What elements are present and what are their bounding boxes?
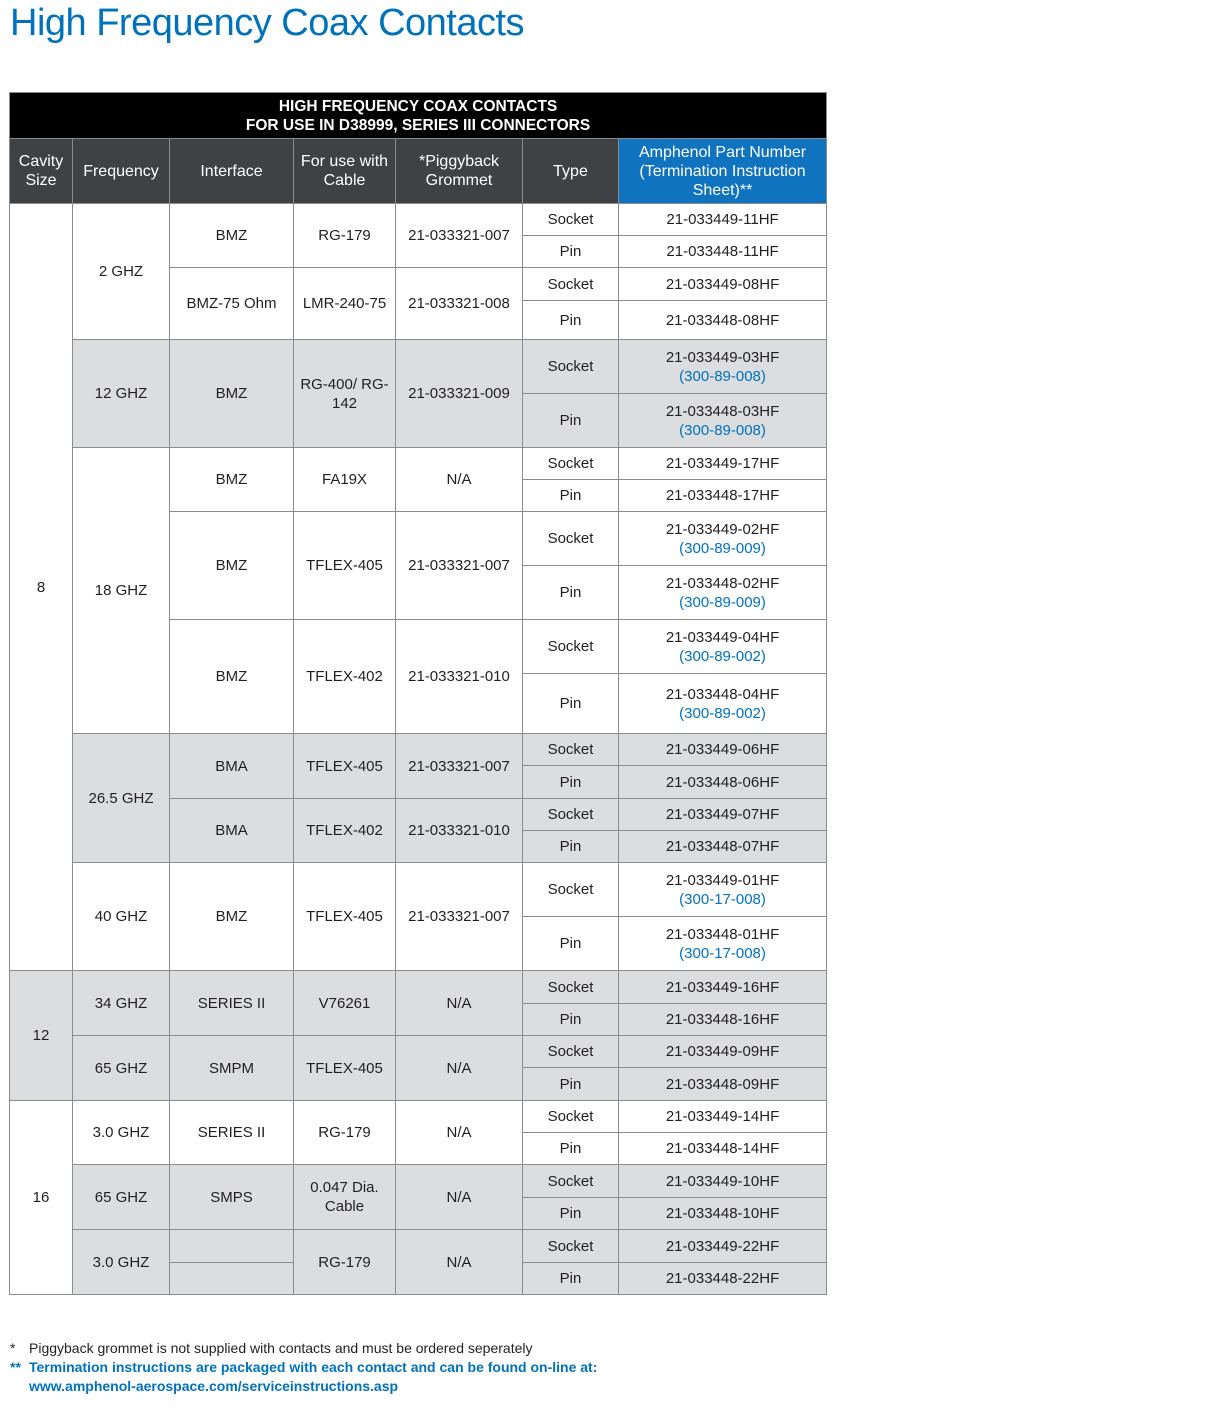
part-number: 21-033449-14HF (665, 1108, 780, 1125)
part-number-cell (619, 566, 827, 620)
cable-cell: RG-179 (294, 1230, 396, 1295)
instruction-sheet-link[interactable]: (300-17-008) (679, 890, 766, 908)
part-number: 21-033448-07HF (665, 838, 780, 855)
part-number: 21-033448-11HF (666, 243, 779, 260)
grommet-cell: N/A (396, 448, 523, 512)
grommet-cell: N/A (396, 971, 523, 1036)
part-number: 21-033449-04HF (665, 628, 780, 646)
part-number-cell (619, 236, 827, 268)
type-cell: Pin (523, 1198, 619, 1230)
type-cell: Socket (523, 204, 619, 236)
type-cell: Pin (523, 674, 619, 734)
frequency-cell: 12 GHZ (73, 340, 170, 448)
footnote-text: Piggyback grommet is not supplied with contacts and must be ordered seperately (29, 1340, 533, 1356)
footnote-termination (10, 1358, 597, 1377)
part-number: 21-033449-11HF (666, 211, 779, 228)
frequency-cell: 40 GHZ (73, 863, 170, 971)
type-cell: Pin (523, 1263, 619, 1295)
coax-contacts-table (9, 92, 827, 1295)
interface-cell: BMZ (170, 340, 294, 448)
part-number-cell (619, 1263, 827, 1295)
part-number: 21-033449-17HF (665, 455, 780, 472)
part-number-cell (619, 971, 827, 1004)
part-number: 21-033448-22HF (665, 1270, 780, 1287)
interface-cell: BMZ (170, 863, 294, 971)
part-number: 21-033448-10HF (665, 1205, 780, 1222)
cable-cell: RG-179 (294, 1101, 396, 1165)
cable-cell: TFLEX-405 (294, 512, 396, 620)
type-cell: Socket (523, 1036, 619, 1068)
instruction-sheet-link[interactable]: (300-89-009) (679, 539, 766, 557)
table-title-row (10, 93, 827, 139)
grommet-cell: N/A (396, 1165, 523, 1230)
table-row (10, 863, 827, 917)
frequency-cell: 65 GHZ (73, 1036, 170, 1101)
grommet-cell: 21-033321-007 (396, 204, 523, 268)
part-number-cell (619, 480, 827, 512)
header-interface: Interface (170, 139, 294, 204)
table-title-line1: HIGH FREQUENCY COAX CONTACTS (278, 97, 558, 115)
part-number-cell (619, 1101, 827, 1133)
part-number-cell (619, 863, 827, 917)
type-cell: Socket (523, 268, 619, 301)
frequency-cell: 18 GHZ (73, 448, 170, 734)
column-header-row (10, 139, 827, 204)
header-part-number: Amphenol Part Number (Termination Instruction Sheet)** (619, 139, 827, 204)
header-cavity-size: Cavity Size (10, 139, 73, 204)
cable-cell: LMR-240-75 (294, 268, 396, 340)
type-cell: Pin (523, 236, 619, 268)
type-cell: Socket (523, 863, 619, 917)
footnotes (10, 1339, 597, 1396)
page-title: High Frequency Coax Contacts (10, 2, 525, 44)
table-row (10, 971, 827, 1004)
cable-cell: TFLEX-402 (294, 799, 396, 863)
type-cell: Socket (523, 1230, 619, 1263)
part-number: 21-033449-16HF (665, 978, 780, 996)
part-number: 21-033448-09HF (665, 1075, 780, 1093)
grommet-cell: 21-033321-007 (396, 863, 523, 971)
type-cell: Socket (523, 512, 619, 566)
footnote-url-row (10, 1377, 597, 1396)
cable-cell: 0.047 Dia. Cable (294, 1165, 396, 1230)
type-cell: Socket (523, 340, 619, 394)
part-number: 21-033448-16HF (665, 1011, 780, 1028)
cable-cell: RG-400/ RG-142 (294, 340, 396, 448)
interface-cell: SERIES II (170, 971, 294, 1036)
cable-cell: TFLEX-405 (294, 1036, 396, 1101)
part-number-cell (619, 1036, 827, 1068)
part-number: 21-033448-14HF (665, 1140, 780, 1157)
part-number-cell (619, 340, 827, 394)
grommet-cell: 21-033321-008 (396, 268, 523, 340)
part-number: 21-033449-08HF (665, 275, 780, 293)
part-number: 21-033449-10HF (665, 1172, 780, 1190)
part-number-cell (619, 674, 827, 734)
part-number-cell (619, 917, 827, 971)
table-title (10, 93, 827, 139)
instruction-sheet-link[interactable]: (300-89-009) (679, 593, 766, 611)
grommet-cell: 21-033321-010 (396, 620, 523, 734)
part-number: 21-033449-02HF (665, 520, 780, 538)
grommet-cell: 21-033321-007 (396, 734, 523, 799)
part-number-cell (619, 1230, 827, 1263)
instruction-sheet-link[interactable]: (300-17-008) (679, 944, 766, 962)
part-number-cell (619, 1004, 827, 1036)
frequency-cell: 65 GHZ (73, 1165, 170, 1230)
type-cell: Socket (523, 1165, 619, 1198)
type-cell: Socket (523, 1101, 619, 1133)
frequency-cell: 34 GHZ (73, 971, 170, 1036)
table-row (10, 1101, 827, 1133)
footnote-text: Termination instructions are packaged with each contact and can be found on-line at: (29, 1359, 598, 1375)
table-row (10, 1036, 827, 1068)
cable-cell: FA19X (294, 448, 396, 512)
part-number-cell (619, 831, 827, 863)
interface-cell: BMZ-75 Ohm (170, 268, 294, 340)
part-number-cell (619, 799, 827, 831)
part-number: 21-033449-22HF (665, 1237, 780, 1255)
header-cable: For use with Cable (294, 139, 396, 204)
part-number: 21-033449-07HF (665, 806, 780, 823)
type-cell: Pin (523, 480, 619, 512)
type-cell: Socket (523, 734, 619, 766)
frequency-cell: 3.0 GHZ (73, 1230, 170, 1295)
table-row (10, 1230, 827, 1263)
interface-cell: BMZ (170, 620, 294, 734)
service-instructions-link[interactable]: www.amphenol-aerospace.com/serviceinstructions.asp (29, 1378, 399, 1394)
type-cell: Socket (523, 799, 619, 831)
interface-cell (170, 1230, 294, 1263)
cable-cell: TFLEX-405 (294, 734, 396, 799)
grommet-cell: 21-033321-010 (396, 799, 523, 863)
part-number: 21-033449-01HF (665, 871, 780, 889)
part-number-cell (619, 394, 827, 448)
interface-cell: SMPS (170, 1165, 294, 1230)
footnote-grommet (10, 1339, 597, 1358)
frequency-cell: 26.5 GHZ (73, 734, 170, 863)
header-grommet: *Piggyback Grommet (396, 139, 523, 204)
type-cell: Pin (523, 1068, 619, 1101)
type-cell: Pin (523, 301, 619, 340)
interface-cell: BMZ (170, 204, 294, 268)
interface-cell: SERIES II (170, 1101, 294, 1165)
interface-cell: BMA (170, 799, 294, 863)
part-number-cell (619, 1165, 827, 1198)
table-row (10, 448, 827, 480)
instruction-sheet-link[interactable]: (300-89-008) (679, 367, 766, 385)
part-number-cell (619, 1068, 827, 1101)
cavity-size-cell: 16 (10, 1101, 73, 1295)
part-number: 21-033448-17HF (665, 487, 780, 504)
footnote-mark: ** (10, 1359, 21, 1375)
header-type: Type (523, 139, 619, 204)
frequency-cell: 3.0 GHZ (73, 1101, 170, 1165)
part-number: 21-033449-06HF (665, 741, 780, 758)
grommet-cell: 21-033321-007 (396, 512, 523, 620)
type-cell: Pin (523, 1004, 619, 1036)
part-number-cell (619, 766, 827, 799)
type-cell: Pin (523, 917, 619, 971)
type-cell: Pin (523, 1133, 619, 1165)
cable-cell: TFLEX-402 (294, 620, 396, 734)
interface-cell: SMPM (170, 1036, 294, 1101)
part-number: 21-033448-08HF (665, 311, 780, 329)
cable-cell: V76261 (294, 971, 396, 1036)
grommet-cell: 21-033321-009 (396, 340, 523, 448)
table-row (10, 1165, 827, 1198)
grommet-cell: N/A (396, 1230, 523, 1295)
part-number-cell (619, 268, 827, 301)
part-number-cell (619, 1133, 827, 1165)
part-number-cell (619, 1198, 827, 1230)
interface-cell: BMA (170, 734, 294, 799)
part-number: 21-033448-02HF (665, 574, 780, 592)
table-row (10, 204, 827, 236)
type-cell: Pin (523, 566, 619, 620)
part-number: 21-033448-01HF (665, 925, 780, 943)
table-title-line2: FOR USE IN D38999, SERIES III CONNECTORS (245, 116, 591, 134)
type-cell: Pin (523, 394, 619, 448)
table-row (10, 734, 827, 766)
part-number: 21-033448-06HF (665, 773, 780, 791)
interface-cell-empty (170, 1263, 294, 1295)
part-number-cell (619, 620, 827, 674)
footnote-mark: * (10, 1340, 16, 1356)
cavity-size-cell: 12 (10, 971, 73, 1101)
type-cell: Socket (523, 448, 619, 480)
instruction-sheet-link[interactable]: (300-89-002) (679, 704, 766, 722)
cable-cell: RG-179 (294, 204, 396, 268)
part-number: 21-033448-04HF (665, 685, 780, 703)
part-number-cell (619, 512, 827, 566)
part-number-cell (619, 734, 827, 766)
type-cell: Socket (523, 620, 619, 674)
part-number: 21-033449-03HF (665, 348, 780, 366)
instruction-sheet-link[interactable]: (300-89-002) (679, 647, 766, 665)
grommet-cell: N/A (396, 1036, 523, 1101)
part-number-cell (619, 301, 827, 340)
table-row (10, 340, 827, 394)
interface-cell: BMZ (170, 512, 294, 620)
part-number-cell (619, 204, 827, 236)
part-number-cell (619, 448, 827, 480)
type-cell: Socket (523, 971, 619, 1004)
part-number: 21-033449-09HF (665, 1043, 780, 1060)
type-cell: Pin (523, 831, 619, 863)
part-number: 21-033448-03HF (665, 402, 780, 420)
header-frequency: Frequency (73, 139, 170, 204)
grommet-cell: N/A (396, 1101, 523, 1165)
frequency-cell: 2 GHZ (73, 204, 170, 340)
type-cell: Pin (523, 766, 619, 799)
interface-cell: BMZ (170, 448, 294, 512)
instruction-sheet-link[interactable]: (300-89-008) (679, 421, 766, 439)
cavity-size-cell: 8 (10, 204, 73, 971)
cable-cell: TFLEX-405 (294, 863, 396, 971)
